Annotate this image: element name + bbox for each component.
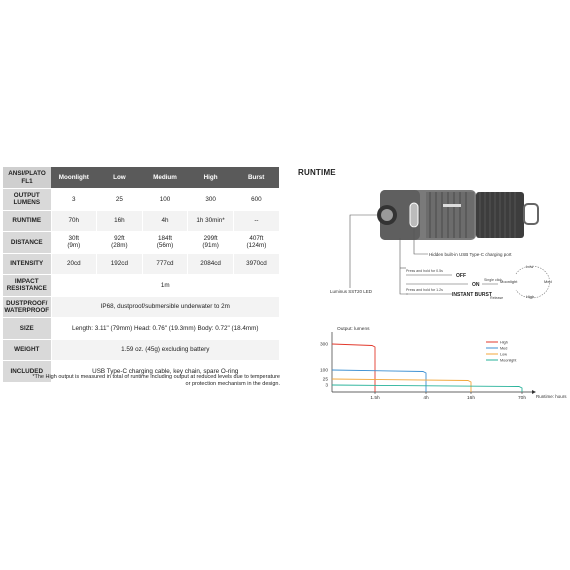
legend-label: Med — [500, 346, 508, 351]
cell: 16h — [97, 210, 143, 232]
release-label: Release — [490, 296, 504, 300]
led-callout: Luminus SST20 LED — [330, 289, 373, 294]
cell: 192cd — [97, 253, 143, 275]
press-burst-label: Press and hold for 1.2s — [406, 288, 443, 292]
flashlight-diagram — [330, 180, 560, 310]
x-tick-label: 16h — [466, 396, 476, 401]
cell: 777cd — [142, 253, 188, 275]
cell: 3970cd — [233, 253, 279, 275]
row-label: INTENSITY — [3, 253, 51, 275]
cell: 100 — [142, 189, 188, 211]
cycle-high: High — [526, 294, 535, 299]
spec-row-distance — [3, 232, 279, 254]
legend-label: Moonlight — [500, 358, 517, 363]
cycle-med: Med — [544, 279, 552, 284]
cell: 600 — [233, 189, 279, 211]
cell: Length: 3.11" (79mm) Head: 0.76" (19.3mm) Body: 0.72" (18.4mm) — [51, 318, 279, 340]
cell: 20cd — [51, 253, 97, 275]
cell: 407ft (124m) — [233, 232, 279, 254]
x-tick-label: 4h — [423, 396, 429, 401]
instant-burst-label — [452, 292, 492, 298]
usb-callout: Hidden built-in USB Type-C charging port — [429, 252, 512, 257]
y-tick-label: 100 — [319, 368, 328, 374]
cell: 4h — [142, 210, 188, 232]
off-label: OFF — [456, 273, 466, 279]
spec-header-row — [3, 167, 279, 189]
runtime-chart — [300, 322, 567, 406]
flashlight-illustration — [380, 190, 538, 240]
cell: 1.59 oz. (45g) excluding battery — [51, 339, 279, 361]
spec-row-output — [3, 189, 279, 211]
level-low: Low — [97, 167, 143, 189]
x-tick-label: 1.5h — [370, 396, 380, 401]
spec-row-impact — [3, 275, 279, 297]
single-click-label: Single click — [484, 278, 502, 282]
series-line-moonlight — [332, 385, 522, 392]
spec-footnote: *The High output is measured in total of runtime including output at reduced levels due to temperature or protection mechanism in the design. — [32, 374, 280, 387]
spec-row-weight — [3, 339, 279, 361]
cell: USB Type-C charging cable, key chain, spare O-ring — [51, 361, 279, 383]
mode-cycle — [500, 264, 552, 299]
instant-burst-line: INSTANT BURST — [452, 292, 492, 298]
row-label: INCLUDED — [3, 361, 51, 383]
cell: -- — [233, 210, 279, 232]
cell: 1h 30min* — [188, 210, 234, 232]
level-medium: Medium — [142, 167, 188, 189]
cell: 299ft (91m) — [188, 232, 234, 254]
y-tick-label: 3 — [325, 383, 328, 389]
cell: 184ft (56m) — [142, 232, 188, 254]
series-line-med — [332, 370, 426, 392]
spec-row-intensity — [3, 253, 279, 275]
row-label: SIZE — [3, 318, 51, 340]
level-high: High — [188, 167, 234, 189]
on-label: ON — [472, 282, 480, 288]
cell: 3 — [51, 189, 97, 211]
runtime-title: RUNTIME — [298, 168, 336, 177]
row-label: WEIGHT — [3, 339, 51, 361]
legend-label: High — [500, 340, 508, 345]
spec-row-waterproof — [3, 296, 279, 318]
x-tick-label: 70h — [517, 396, 527, 401]
cell: 92ft (28m) — [97, 232, 143, 254]
row-label: OUTPUT LUMENS — [3, 189, 51, 211]
cell: 300 — [188, 189, 234, 211]
cell: 1m — [51, 275, 279, 297]
cell: 25 — [97, 189, 143, 211]
chart-ylabel: Output: lumens — [337, 327, 370, 332]
level-moonlight: Moonlight — [51, 167, 97, 189]
y-tick-label: 25 — [322, 377, 328, 383]
spec-corner: ANSI/PLATO FL1 — [3, 167, 51, 189]
led-lens — [377, 205, 397, 225]
cycle-low: Low — [526, 264, 534, 269]
chart-xlabel: Runtime: hours — [536, 394, 567, 399]
legend-label: Low — [500, 352, 507, 357]
press-off-label: Press and hold for 0.5s — [406, 269, 443, 273]
spec-table — [3, 167, 279, 383]
row-label: RUNTIME — [3, 210, 51, 232]
y-tick-label: 300 — [319, 342, 328, 348]
cell: 2084cd — [188, 253, 234, 275]
cell: 30ft (9m) — [51, 232, 97, 254]
usb-port-icon — [410, 203, 418, 227]
spec-row-size — [3, 318, 279, 340]
row-label: DISTANCE — [3, 232, 51, 254]
row-label: DUSTPROOF/ WATERPROOF — [3, 296, 51, 318]
cycle-moonlight: Moonlight — [500, 279, 518, 284]
cell: 70h — [51, 210, 97, 232]
spec-row-runtime — [3, 210, 279, 232]
cell: IP68, dustproof/submersible underwater to 2m — [51, 296, 279, 318]
row-label: IMPACT RESISTANCE — [3, 275, 51, 297]
level-burst: Burst — [233, 167, 279, 189]
